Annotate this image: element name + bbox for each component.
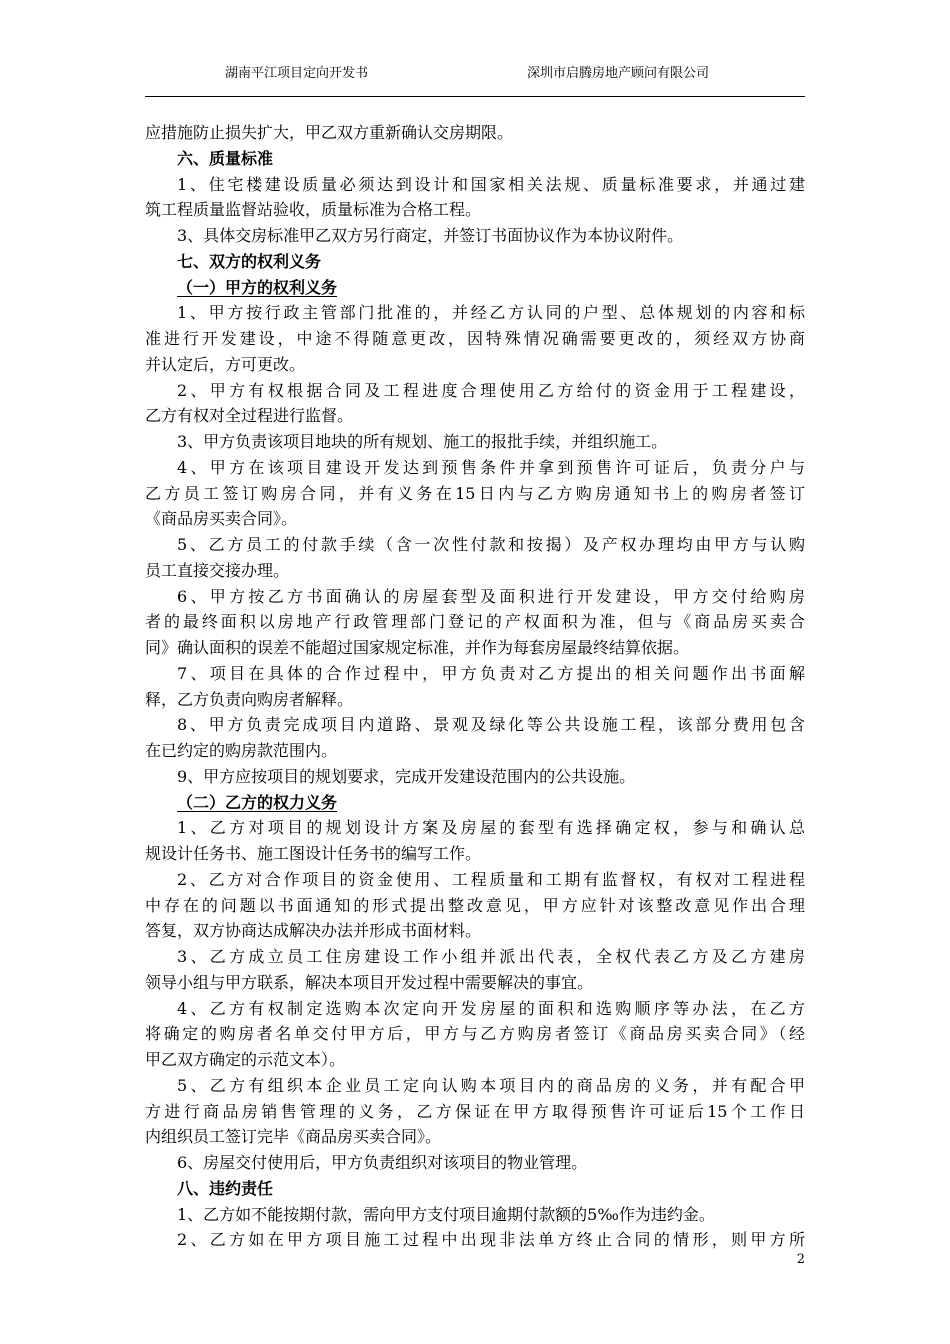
header-project-title: 湖南平江项目定向开发书	[225, 66, 369, 81]
paragraph-line: 中存在的问题以书面通知的形式提出整改意见，甲方应针对该整改意见作出合理	[145, 895, 805, 915]
paragraph-line: 者的最终面积以房地产行政管理部门登记的产权面积为准，但与《商品房买卖合	[145, 612, 805, 632]
subsection-heading-text: （一）甲方的权利义务	[177, 277, 338, 297]
section-heading-liability: 八、违约责任	[177, 1178, 274, 1198]
paragraph-line: 甲乙双方确定的示范文本）。	[145, 1050, 346, 1069]
paragraph-line: 将确定的购房者名单交付甲方后，甲方与乙方购房者签订《商品房买卖合同》（经	[145, 1024, 805, 1044]
page-number: 2	[796, 1252, 805, 1267]
paragraph-line: 6、甲方按乙方书面确认的房屋套型及面积进行开发建设，甲方交付给购房	[177, 586, 805, 606]
paragraph-line: 2、甲方有权根据合同及工程进度合理使用乙方给付的资金用于工程建设，	[177, 380, 805, 400]
paragraph-line: 释，乙方负责向购房者解释。	[145, 689, 354, 709]
paragraph-line: 准进行开发建设，中途不得随意更改，因特殊情况确需要更改的，须经双方协商	[145, 329, 805, 348]
paragraph-line: 筑工程质量监督站验收，质量标准为合格工程。	[145, 200, 482, 220]
paragraph-line: 4、乙方有权制定选购本次定向开发房屋的面积和选购顺序等办法，在乙方	[177, 998, 805, 1018]
paragraph-line: 6、房屋交付使用后，甲方负责组织对该项目的物业管理。	[177, 1153, 588, 1172]
paragraph-line: 8、甲方负责完成项目内道路、景观及绿化等公共设施工程，该部分费用包含	[177, 715, 805, 735]
paragraph-line: 3、乙方成立员工住房建设工作小组并派出代表，全权代表乙方及乙方建房	[177, 947, 805, 966]
paragraph-line: 3、具体交房标准甲乙双方另行商定，并签订书面协议作为本协议附件。	[177, 226, 684, 245]
paragraph-line: 3、甲方负责该项目地块的所有规划、施工的报批手续，并组织施工。	[177, 432, 668, 451]
header-company-name: 深圳市启腾房地产顾问有限公司	[527, 66, 710, 81]
paragraph-line: 《商品房买卖合同》。	[145, 509, 298, 529]
paragraph-line: 同》确认面积的误差不能超过国家规定标准，并作为每套房屋最终结算依据。	[145, 638, 690, 657]
paragraph-line: 乙方有权对全过程进行监督。	[145, 406, 354, 426]
paragraph-line: 2、乙方如在甲方项目施工过程中出现非法单方终止合同的情形，则甲方所	[177, 1230, 805, 1250]
header-rule	[145, 96, 805, 97]
paragraph-line: 领导小组与甲方联系，解决本项目开发过程中需要解决的事宜。	[145, 972, 594, 992]
paragraph-line: 答复，双方协商达成解决办法并形成书面材料。	[145, 921, 482, 941]
paragraph-line: 5、乙方员工的付款手续（含一次性付款和按揭）及产权办理均由甲方与认购	[177, 535, 805, 554]
paragraph-line: 方进行商品房销售管理的义务，乙方保证在甲方取得预售许可证后15个工作日	[145, 1101, 805, 1121]
section-heading-quality: 六、质量标准	[177, 148, 274, 168]
paragraph-line: 4、甲方在该项目建设开发达到预售条件并拿到预售许可证后，负责分户与	[177, 457, 805, 477]
paragraph-line: 乙方员工签订购房合同，并有义务在15日内与乙方购房通知书上的购房者签订	[145, 483, 805, 503]
subsection-heading-party-a	[145, 275, 805, 301]
paragraph-line: 在已约定的购房款范围内。	[145, 741, 338, 760]
page-header	[0, 64, 950, 84]
section-heading-rights: 七、双方的权利义务	[177, 251, 322, 271]
paragraph-line: 1、乙方如不能按期付款，需向甲方支付项目逾期付款额的5‰作为违约金。	[177, 1204, 715, 1224]
document-body	[145, 120, 805, 1253]
paragraph-line: 9、甲方应按项目的规划要求，完成开发建设范围内的公共设施。	[177, 766, 636, 786]
paragraph-line: 1、甲方按行政主管部门批准的，并经乙方认同的户型、总体规划的内容和标	[177, 303, 805, 323]
paragraph-line: 1、住宅楼建设质量必须达到设计和国家相关法规、质量标准要求，并通过建	[177, 174, 805, 194]
paragraph-line: 5、乙方有组织本企业员工定向认购本项目内的商品房的义务，并有配合甲	[177, 1075, 805, 1095]
paragraph-line: 员工直接交接办理。	[145, 560, 290, 580]
paragraph-line: 2、乙方对合作项目的资金使用、工程质量和工期有监督权，有权对工程进程	[177, 869, 805, 889]
paragraph-line: 规设计任务书、施工图设计任务书的编写工作。	[145, 844, 482, 863]
paragraph-line: 1、乙方对项目的规划设计方案及房屋的套型有选择确定权，参与和确认总	[177, 818, 805, 838]
paragraph-line: 7、项目在具体的合作过程中，甲方负责对乙方提出的相关问题作出书面解	[177, 663, 805, 683]
paragraph-line: 并认定后，方可更改。	[145, 354, 306, 374]
subsection-heading-party-b	[145, 790, 805, 816]
paragraph-line: 内组织员工签订完毕《商品房买卖合同》。	[145, 1127, 442, 1147]
subsection-heading-text: （二）乙方的权力义务	[177, 792, 338, 812]
paragraph-line: 应措施防止损失扩大，甲乙双方重新确认交房期限。	[145, 123, 514, 142]
